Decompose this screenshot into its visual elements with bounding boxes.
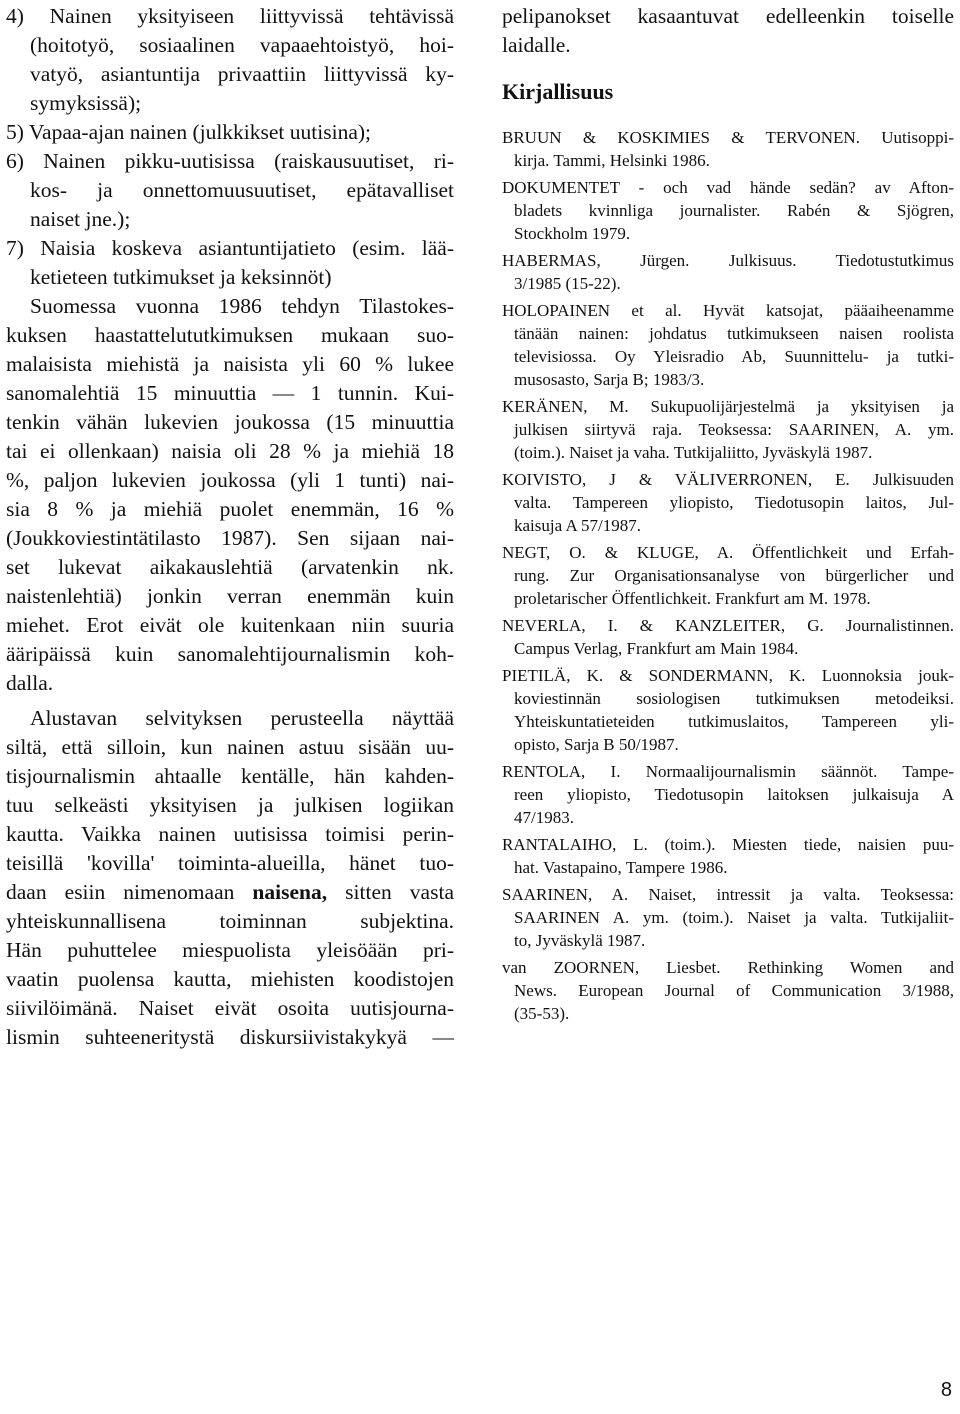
reference-line: SAARINEN, A. Naiset, intressit ja valta. Teoksessa: — [502, 885, 954, 904]
text-line: ketieteen tutkimukset ja keksinnöt) — [30, 265, 332, 289]
reference-item — [502, 541, 954, 610]
text-line: dalla. — [6, 671, 54, 695]
text-line: miehet. Erot eivät ole kuitenkaan niin suuria — [6, 613, 454, 637]
reference-line: koviestinnän sosiologisen tutkimuksen metodeiksi. — [514, 689, 954, 708]
reference-line: proletarischer Öffentlichkeit. Frankfurt am M. 1978. — [514, 589, 871, 608]
reference-line: NEVERLA, I. & KANZLEITER, G. Journalistinnen. — [502, 616, 954, 635]
emphasis-word: naisena, — [252, 880, 328, 904]
reference-item — [502, 395, 954, 464]
paragraph-start: Alustavan selvityksen perusteella näyttää — [30, 706, 454, 730]
reference-line: PIETILÄ, K. & SONDERMANN, K. Luonnoksia jouk- — [502, 666, 954, 685]
text-line: 7) Naisia koskeva asiantuntijatieto (esim. lää- — [6, 236, 454, 260]
reference-item — [502, 176, 954, 245]
reference-item — [502, 956, 954, 1025]
left-column — [6, 2, 454, 1052]
text-line: 5) Vapaa-ajan nainen (julkkikset uutisina); — [6, 120, 371, 144]
text-line: ääripäissä kuin sanomalehtijournalismin koh- — [6, 642, 454, 666]
text-line: 6) Nainen pikku-uutisissa (raiskausuutiset, ri- — [6, 149, 454, 173]
reference-line: kaisuja A 57/1987. — [514, 516, 642, 535]
text-line: siivilöimänä. Naiset eivät osoita uutisjourna- — [6, 996, 454, 1020]
reference-line: Stockholm 1979. — [514, 224, 631, 243]
text-line: Hän puhuttelee miespuolista yleisöään pri- — [6, 938, 454, 962]
reference-line: televisiossa. Oy Yleisradio Ab, Suunnittelu- ja tutki- — [514, 347, 954, 366]
text-line: laidalle. — [502, 33, 571, 57]
text-segment: sitten vasta — [345, 880, 454, 904]
text-line: kautta. Vaikka nainen uutisissa toimisi perin- — [6, 822, 454, 846]
reference-line: DOKUMENTET - och vad hände sedän? av Afton- — [502, 178, 954, 197]
reference-line: valta. Tampereen yliopisto, Tiedotusopin laitos, Jul- — [514, 493, 954, 512]
reference-item — [502, 126, 954, 172]
text-line: tai ei ollenkaan) naisia oli 28 % ja miehiä 18 — [6, 439, 454, 463]
reference-line: (toim.). Naiset ja vaha. Tutkijaliitto, Jyväskylä 1987. — [514, 443, 873, 462]
reference-line: (35-53). — [514, 1004, 570, 1023]
text-line: kos- ja onnettomuusuutiset, epätavalliset — [30, 178, 454, 202]
text-line: (hoitotyö, sosiaalinen vapaaehtoistyö, hoi- — [30, 33, 454, 57]
reference-item — [502, 468, 954, 537]
text-line: sia 8 % ja miehiä puolet enemmän, 16 % — [6, 497, 454, 521]
text-segment: daan esiin nimenomaan — [6, 880, 235, 904]
reference-line: HOLOPAINEN et al. Hyvät katsojat, pääaiheenamme — [502, 301, 954, 320]
text-line: malaisista miehistä ja naisista yli 60 % lukee — [6, 352, 454, 376]
reference-line: KOIVISTO, J & VÄLIVERRONEN, E. Julkisuuden — [502, 470, 954, 489]
reference-line: hat. Vastapaino, Tampere 1986. — [514, 858, 728, 877]
reference-line: HABERMAS, Jürgen. Julkisuus. Tiedotustutkimus — [502, 251, 954, 270]
reference-line: RENTOLA, I. Normaalijournalismin säännöt. Tampe- — [502, 762, 954, 781]
reference-line: van ZOORNEN, Liesbet. Rethinking Women and — [502, 958, 954, 977]
reference-item — [502, 249, 954, 295]
reference-line: bladets kvinnliga journalister. Rabén & Sjögren, — [514, 201, 954, 220]
text-line: vaatin puolensa kautta, miehisten koodistojen — [6, 967, 454, 991]
reference-line: to, Jyväskylä 1987. — [514, 931, 646, 950]
text-line: kuksen haastattelututkimuksen mukaan suo- — [6, 323, 454, 347]
text-line: tuu selkeästi yksityisen ja julkisen logiikan — [6, 793, 454, 817]
text-line: naiset jne.); — [30, 207, 131, 231]
reference-line: BRUUN & KOSKIMIES & TERVONEN. Uutisoppi- — [502, 128, 954, 147]
text-line: set lukevat aikakauslehtiä (arvatenkin nk. — [6, 555, 454, 579]
text-line: teisillä 'kovilla' toiminta-alueilla, hänet tuo- — [6, 851, 454, 875]
reference-line: opisto, Sarja B 50/1987. — [514, 735, 679, 754]
reference-line: reen yliopisto, Tiedotusopin laitoksen julkaisuja A — [514, 785, 954, 804]
reference-item — [502, 760, 954, 829]
reference-line: julkisen siirtyvä raja. Teoksessa: SAARINEN, A. ym. — [514, 420, 954, 439]
reference-line: tänään nainen: johdatus tutkimukseen naisen roolista — [514, 324, 954, 343]
text-line: yhteiskunnallisena toiminnan subjektina. — [6, 909, 454, 933]
text-line-emphasis — [6, 878, 454, 907]
text-line: 4) Nainen yksityiseen liittyvissä tehtävissä — [6, 4, 454, 28]
reference-line: 3/1985 (15-22). — [514, 274, 621, 293]
reference-line: NEGT, O. & KLUGE, A. Öffentlichkeit und Erfah- — [502, 543, 954, 562]
reference-item — [502, 883, 954, 952]
right-column — [502, 2, 954, 1029]
text-line: tenkin vähän lukevien joukossa (15 minuuttia — [6, 410, 454, 434]
reference-line: News. European Journal of Communication 3/1988, — [514, 981, 954, 1000]
text-line: sanomalehtiä 15 minuuttia — 1 tunnin. Kui- — [6, 381, 454, 405]
text-line: (Joukkoviestintätilasto 1987). Sen sijaan nai- — [6, 526, 454, 550]
reference-line: SAARINEN A. ym. (toim.). Naiset ja valta. Tutkijaliit- — [514, 908, 954, 927]
text-line: tisjournalismin ahtaalle kentälle, hän kahden- — [6, 764, 454, 788]
reference-line: RANTALAIHO, L. (toim.). Miesten tiede, naisien puu- — [502, 835, 954, 854]
text-line: naistenlehtiä) jonkin verran enemmän kuin — [6, 584, 454, 608]
text-line: siltä, että silloin, kun nainen astuu sisään uu- — [6, 735, 454, 759]
text-line: %, paljon lukevien joukossa (yli 1 tunti) nai- — [6, 468, 454, 492]
reference-line: KERÄNEN, M. Sukupuolijärjestelmä ja yksityisen ja — [502, 397, 954, 416]
section-heading: Kirjallisuus — [502, 79, 614, 104]
paragraph-start: Suomessa vuonna 1986 tehdyn Tilastokes- — [30, 294, 454, 318]
reference-list — [502, 126, 954, 1025]
reference-line: Yhteiskuntatieteiden tutkimuslaitos, Tampereen yli- — [514, 712, 954, 731]
reference-item — [502, 614, 954, 660]
reference-item — [502, 833, 954, 879]
page-number: 8 — [940, 1379, 952, 1401]
reference-item — [502, 299, 954, 391]
reference-line: Campus Verlag, Frankfurt am Main 1984. — [514, 639, 799, 658]
text-line: vatyö, asiantuntija privaattiin liittyvissä ky- — [30, 62, 454, 86]
reference-line: kirja. Tammi, Helsinki 1986. — [514, 151, 710, 170]
reference-line: rung. Zur Organisationsanalyse von bürgerlicher und — [514, 566, 954, 585]
reference-line: musosasto, Sarja B; 1983/3. — [514, 370, 705, 389]
text-line: lismin suhteeneritystä diskursiivistakykyä — — [6, 1025, 454, 1049]
reference-item — [502, 664, 954, 756]
text-line: symyksissä); — [30, 91, 142, 115]
text-line: pelipanokset kasaantuvat edelleenkin toiselle — [502, 4, 954, 28]
reference-line: 47/1983. — [514, 808, 574, 827]
